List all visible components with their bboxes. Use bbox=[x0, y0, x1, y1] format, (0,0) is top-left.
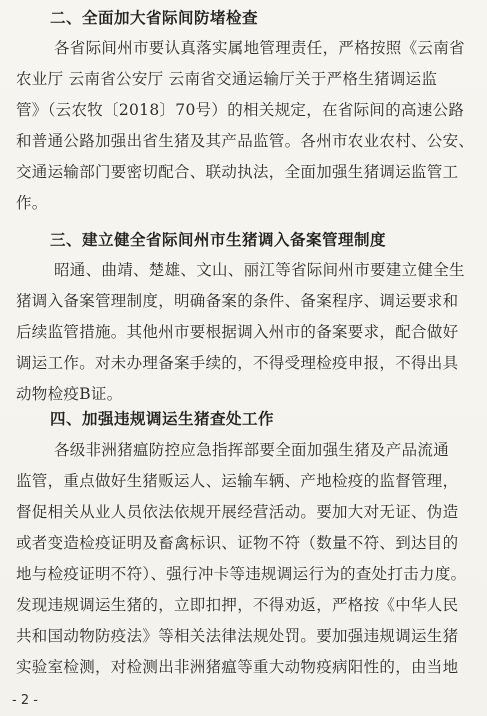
section-heading-3: 三、建立健全省际间州市生猪调入备案管理制度 bbox=[50, 231, 387, 249]
section-4-line-8: 实验室检测，对检测出非洲猪瘟等重大动物疫病阳性的，由当地 bbox=[16, 658, 459, 676]
section-heading-4: 四、加强违规调运生猪查处工作 bbox=[50, 410, 275, 428]
section-3-line-5: 动物检疫B证。 bbox=[16, 385, 123, 403]
section-4-line-2: 监管，重点做好生猪贩运人、运输车辆、产地检疫的监督管理， bbox=[16, 472, 459, 490]
section-2-line-1: 各省际间州市要认真落实属地管理责任，严格按照《云南省 bbox=[54, 39, 465, 57]
section-heading-2: 二、全面加大省际间防堵检查 bbox=[50, 9, 259, 27]
section-4-line-4: 或者变造检疫证明及畜禽标识、证物不符（数量不符、到达目的 bbox=[16, 534, 459, 552]
section-2-line-6: 作。 bbox=[16, 194, 48, 212]
page-number: - 2 - bbox=[12, 693, 38, 708]
section-2-line-3: 管》（云农牧〔2018〕70号）的相关规定，在省际间的高速公路 bbox=[16, 101, 465, 119]
section-3-line-2: 猪调入备案管理制度，明确备案的条件、备案程序、调运要求和 bbox=[16, 292, 459, 310]
section-4-line-7: 共和国动物防疫法》等相关法律法规处罚。要加强违规调运生猪 bbox=[16, 627, 459, 645]
section-2-line-4: 和普通公路加强出省生猪及其产品监管。各州市农业农村、公安、 bbox=[16, 132, 475, 150]
section-3-line-4: 调运工作。对未办理备案手续的，不得受理检疫申报，不得出具 bbox=[16, 354, 459, 372]
section-4-line-5: 地与检疫证明不符）、强行冲卡等违规调运行为的查处打击力度。 bbox=[16, 565, 467, 583]
section-4-line-1: 各级非洲猪瘟防控应急指挥部要全面加强生猪及产品流通 bbox=[54, 441, 450, 459]
section-2-line-5: 交通运输部门要密切配合、联动执法，全面加强生猪调运监管工 bbox=[16, 163, 459, 181]
section-4-line-3: 督促相关从业人员依法依规开展经营活动。要加大对无证、伪造 bbox=[16, 503, 459, 521]
section-3-line-3: 后续监管措施。其他州市要根据调入州市的备案要求，配合做好 bbox=[16, 323, 459, 341]
section-2-line-2: 农业厅 云南省公安厅 云南省交通运输厅关于严格生猪调运监 bbox=[16, 70, 438, 88]
section-3-line-1: 昭通、曲靖、楚雄、文山、丽江等省际间州市要建立健全生 bbox=[54, 261, 465, 279]
section-4-line-6: 发现违规调运生猪的，立即扣押，不得劝返，严格按《中华人民 bbox=[16, 596, 459, 614]
